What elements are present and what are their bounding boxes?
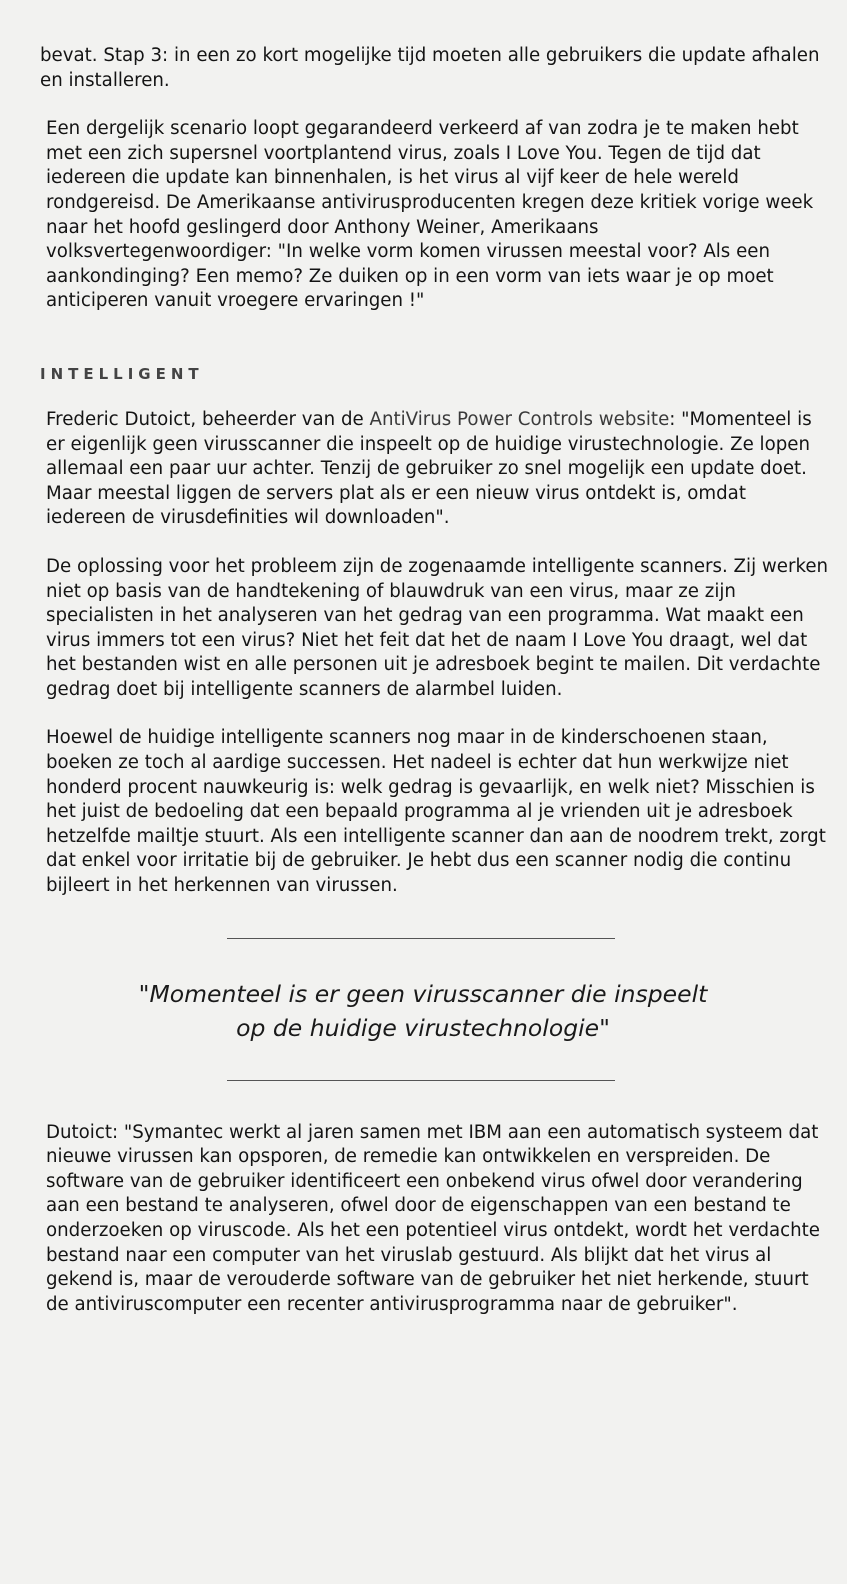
paragraph-step-3: bevat. Stap 3: in een zo kort mogelijke tijd moeten alle gebruikers die update afhalen en installeren.: [40, 45, 820, 91]
pull-quote-line-2: op de huidige virustechnologie": [236, 1013, 610, 1042]
pull-quote-line-1: "Momenteel is er geen virusscanner die inspeelt: [138, 979, 708, 1008]
paragraph-scenario: Een dergelijk scenario loopt gegarandeerd verkeerd af van zodra je te maken hebt met een zich supersnel voortplantend virus, zoals I Love You. Tegen de tijd dat iedereen die update kan binnenhalen, is het virus al vijf keer de hele wereld rondgereisd. De Amerikaanse antivirusproducenten kregen deze kritiek vorige week naar het hoofd geslingerd door Anthony Weiner, Amerikaans volksvertegenwoordiger: "In welke vorm komen virussen meestal voor? Als een aankondinging? Een memo? Ze duiken op in een vorm van iets waar je op moet anticiperen vanuit vroegere ervaringen !": [46, 118, 814, 312]
section-heading-intelligent: INTELLIGENT: [40, 364, 204, 383]
paragraph-symantec-ibm: Dutoict: "Symantec werkt al jaren samen met IBM aan een automatisch systeem dat nieuwe virussen kan opsporen, de remedie kan ontwikkelen en verspreiden. De software van de gebruiker identificeert een onbekend virus ofwel door verandering aan een bestand te analyseren, ofwel door de eigenschappen van een bestand te onderzoeken op viruscode. Als het een potentieel virus ontdekt, wordt het verdachte bestand naar een computer van het viruslab gestuurd. Als blijkt dat het virus al gekend is, maar de verouderde software van de gebruiker het niet herkende, stuurt de antiviruscomputer een recenter antivirusprogramma naar de gebruiker".: [46, 1121, 820, 1315]
paragraph-current-scanners: Hoewel de huidige intelligente scanners nog maar in de kinderschoenen staan, boeken ze toch al aardige successen. Het nadeel is echter dat hun werkwijze niet honderd procent nauwkeurig is: welk gedrag is gevaarlijk, en welk niet? Misschien is het juist de bedoeling dat een bepaald programma al je vrienden uit je adresboek hetzelfde mailtje stuurt. Als een intelligente scanner dan aan de noodrem trekt, zorgt dat enkel voor irritatie bij de gebruiker. Je hebt dus een scanner nodig die continu bijleert in het herkennen van virussen.: [46, 727, 826, 897]
antivirus-power-controls-link[interactable]: AntiVirus Power Controls website: [369, 408, 670, 430]
pull-quote-top-rule: [227, 938, 615, 939]
paragraph-dutoict-quote: [40, 408, 830, 531]
pull-quote-bottom-rule: [227, 1080, 615, 1081]
article-body: [40, 44, 830, 1317]
paragraph-intelligent-scanners: De oplossing voor het probleem zijn de zogenaamde intelligente scanners. Zij werken niet op basis van de handtekening of blauwdruk van een virus, maar ze zijn specialisten in het analyseren van het gedrag van een programma. Wat maakt een virus immers tot een virus? Niet het feit dat het de naam I Love You draagt, wel dat het bestanden wist en alle personen uit je adresboek begint te mailen. Dit verdachte gedrag doet bij intelligente scanners de alarmbel luiden.: [46, 555, 829, 700]
paragraph-dutoict-intro: Frederic Dutoict, beheerder van de: [46, 408, 370, 430]
pull-quote: [40, 977, 830, 1045]
paragraph-dutoict-statement: : "Momenteel is er eigenlijk geen virusscanner die inspeelt op de huidige virustechnologie. Ze lopen allemaal een paar uur achter. Tenzij de gebruiker zo snel mogelijk een update doet. Maar meestal liggen de servers plat als er een nieuw virus ontdekt is, omdat iedereen de virusdefinities wil downloaden".: [46, 408, 812, 529]
